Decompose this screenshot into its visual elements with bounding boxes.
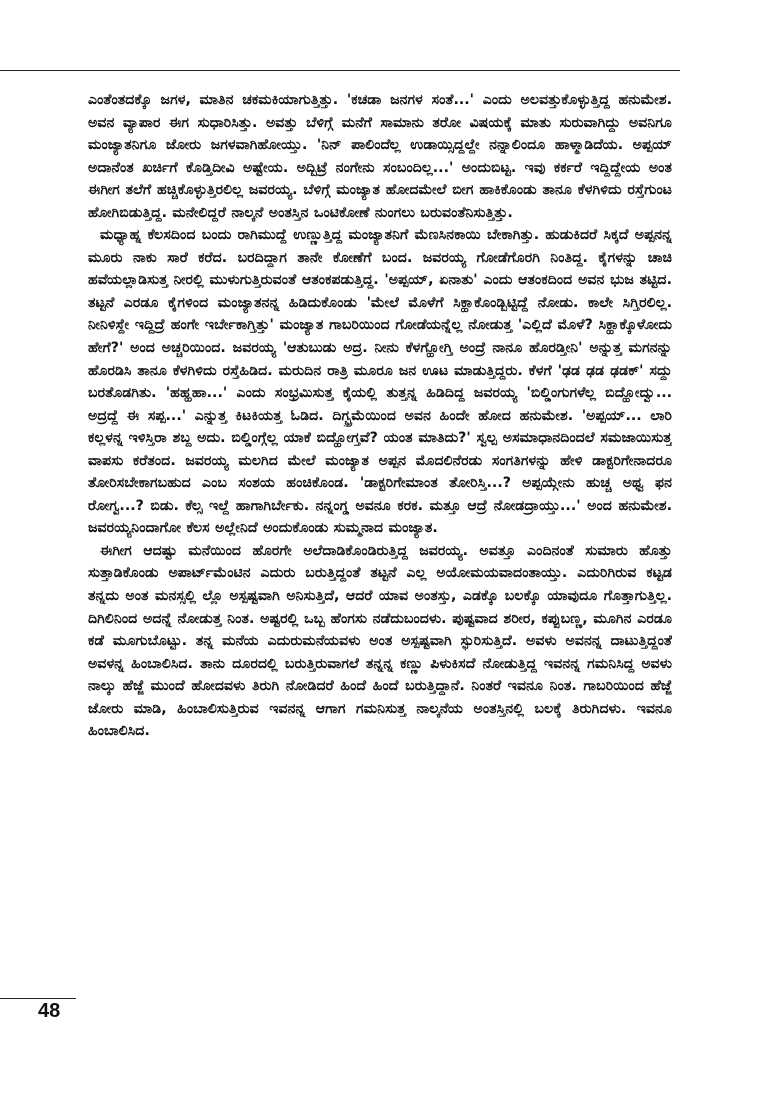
paragraph-1: ಎಂತೆಂತದಕ್ಕೊ ಜಗಳ, ಮಾತಿನ ಚಕಮಕಿಯಾಗುತ್ತಿತ್ತು. 'ಕಚಡಾ ಜನಗಳ ಸಂತೆ...' ಎಂದು ಅಲವತ್ತುಕೊಳ್ಳುತ್ತಿದ್ದ ಹನುಮೇಶ. ಅವನ ವ್ಯಾಪಾರ ಈಗ ಸುಧಾರಿಸಿತ್ತು. ಅವತ್ತು ಬೆಳಿಗ್ಗೆ ಮನೆಗೆ ಸಾಮಾನು ತರೋ ವಿಷಯಕ್ಕೆ ಮಾತು ಸುರುವಾಗಿದ್ದು ಅವನಿಗೂ ಮಂಜ್ಯಾತನಿಗೂ ಜೋರು ಜಗಳವಾಗಿಹೋಯ್ತು. 'ನಿನ್ ಪಾಲಿಂದೆಲ್ಲ ಉಡಾಯ್ಸಿದ್ದಲ್ದೇ ನನ್ನಾಲಿಂದೂ ಹಾಳ್ಮಾಡಿದೆಯ. ಅಪ್ಪಯ್ ಅದಾನೆಂತ ಖರ್ಚಿಗೆ ಕೊಡ್ತಿದೀವಿ ಅಷ್ಟೇಯ. ಅದ್ಬಿಟ್ರೆ ನಂಗೇನು ಸಂಬಂದಿಲ್ಲ...' ಅಂದುಬಿಟ್ಟ. ಇವು ಕರ್ಕರೆ ಇದ್ದಿದ್ದೇಯ ಅಂತ ಈಗೀಗ ತಲೆಗೆ ಹಚ್ಚಿಕೊಳ್ಳುತ್ತಿರಲಿಲ್ಲ ಜವರಯ್ಯ. ಬೆಳಿಗ್ಗೆ ಮಂಜ್ಯಾತ ಹೋದಮೇಲೆ ಬೀಗ ಹಾಕಿಕೊಂಡು ತಾನೂ ಕೆಳಗಿಳಿದು ರಸ್ತೆಗುಂಟ ಹೋಗಿಬಿಡುತ್ತಿದ್ದ. ಮನೇಲಿದ್ದರೆ ನಾಲ್ಕನೆ ಅಂತಸ್ತಿನ ಒಂಟಿಕೋಣೆ ನುಂಗಲು ಬರುವಂತೆನಿಸುತ್ತಿತ್ತು. [88,92,672,221]
page-body [88,89,672,1004]
header-rule [0,70,680,71]
paragraph-3: ಈಗೀಗ ಆದಷ್ಟು ಮನೆಯಿಂದ ಹೊರಗೇ ಅಲೆದಾಡಿಕೊಂಡಿರುತ್ತಿದ್ದ ಜವರಯ್ಯ. ಅವತ್ತೂ ಎಂದಿನಂತೆ ಸುಮಾರು ಹೊತ್ತು ಸುತ್ತಾಡಿಕೊಂಡು ಅಪಾರ್ಟ್‌ಮೆಂಟಿನ ಎದುರು ಬರುತ್ತಿದ್ದಂತೆ ತಟ್ಟನೆ ಎಲ್ಲ ಅಯೋಮಯವಾದಂತಾಯ್ತು. ಎದುರಿಗಿರುವ ಕಟ್ಟಡ ತನ್ನದು ಅಂತ ಮನಸ್ಸಲ್ಲಿ ಲ್ಲೊ ಅಸ್ಪಷ್ಟವಾಗಿ ಅನಿಸುತ್ತಿದೆ, ಆದರೆ ಯಾವ ಅಂತಸ್ತು, ಎಡಕ್ಕೊ ಬಲಕ್ಕೊ ಯಾವುದೂ ಗೊತ್ತಾಗುತ್ತಿಲ್ಲ. ದಿಗಿಲಿನಿಂದ ಅದನ್ನೆ ನೋಡುತ್ತ ನಿಂತ. ಅಷ್ಟರಲ್ಲಿ ಒಬ್ಬ ಹೆಂಗಸು ನಡೆದುಬಂದಳು. ಪುಷ್ಟವಾದ ಶರೀರ, ಕಪ್ಪುಬಣ್ಣ, ಮೂಗಿನ ಎರಡೂ ಕಡೆ ಮೂಗುಬೊಟ್ಟು. ತನ್ನ ಮನೆಯ ಎದುರುಮನೆಯವಳು ಅಂತ ಅಸ್ಪಷ್ಟವಾಗಿ ಸ್ಫುರಿಸುತ್ತಿದೆ. ಅವಳು ಅವನನ್ನ ದಾಟುತ್ತಿದ್ದಂತೆ ಅವಳನ್ನ ಹಿಂಬಾಲಿಸಿದ. ತಾನು ದೂರದಲ್ಲಿ ಬರುತ್ತಿರುವಾಗಲೆ ತನ್ನನ್ನ ಕಣ್ಣು ಪಿಳುಕಿಸದೆ ನೋಡುತ್ತಿದ್ದ ಇವನನ್ನ ಗಮನಿಸಿದ್ದ ಅವಳು ನಾಲ್ಕು ಹೆಜ್ಜೆ ಮುಂದೆ ಹೋದವಳು ತಿರುಗಿ ನೋಡಿದರೆ ಹಿಂದೆ ಹಿಂದೆ ಬರುತ್ತಿದ್ದಾನೆ. ನಿಂತರೆ ಇವನೂ ನಿಂತ. ಗಾಬರಿಯಿಂದ ಹೆಜ್ಜೆ ಜೋರು ಮಾಡಿ, ಹಿಂಬಾಲಿಸುತ್ತಿರುವ ಇವನನ್ನ ಆಗಾಗ ಗಮನಿಸುತ್ತ ನಾಲ್ಕನೆಯ ಅಂತಸ್ತಿನಲ್ಲಿ ಬಲಕ್ಕೆ ತಿರುಗಿದಳು. ಇವನೂ ಹಿಂಬಾಲಿಸಿದ. [88,542,672,740]
page-number: 48 [38,1000,61,1022]
paragraph-2: ಮಧ್ಯಾಹ್ನ ಕೆಲಸದಿಂದ ಬಂದು ರಾಗಿಮುದ್ದೆ ಉಣ್ಣುತ್ತಿದ್ದ ಮಂಜ್ಯಾತನಿಗೆ ಮೆಣಸಿನಕಾಯಿ ಬೇಕಾಗಿತ್ತು. ಹುಡುಕಿದರೆ ಸಿಕ್ಕದೆ ಅಪ್ಪನನ್ನ ಮೂರು ನಾಕು ಸಾರೆ ಕರೆದ. ಬರದಿದ್ದಾಗ ತಾನೇ ಕೋಣೆಗೆ ಬಂದ. ಜವರಯ್ಯ ಗೋಡೆಗೊರಗಿ ನಿಂತಿದ್ದ. ಕೈಗಳನ್ನು ಚಾಚಿ ಹವೆಯಲ್ಲಾಡಿಸುತ್ತ ನೀರಲ್ಲಿ ಮುಳುಗುತ್ತಿರುವಂತೆ ಆತಂಕಪಡುತ್ತಿದ್ದ. 'ಅಪ್ಪಯ್, ಏನಾತು' ಎಂದು ಆತಂಕದಿಂದ ಅವನ ಭುಜ ತಟ್ಟಿದ. ತಟ್ಟನೆ ಎರಡೂ ಕೈಗಳಿಂದ ಮಂಜ್ಯಾತನನ್ನ ಹಿಡಿದುಕೊಂಡು 'ಮೇಲೆ ಮೊಳೆಗೆ ಸಿಕ್ಹಾಕೊಂಡ್ಬಿಟ್ಟಿದ್ದೆ ನೋಡು. ಕಾಲೇ ಸಿಗ್ತಿರಲಿಲ್ಲ. ನೀನಿಳಿಸ್ದೇ ಇದ್ದಿದ್ರೆ ಹಂಗೇ ಇರ್ಬೇಕಾಗ್ತಿತ್ತು' ಮಂಜ್ಯಾತ ಗಾಬರಿಯಿಂದ ಗೋಡೆಯನ್ನೆಲ್ಲ ನೋಡುತ್ತ 'ಎಲ್ಲಿದೆ ಮೊಳೆ? ಸಿಕ್ಹಾಕ್ಕೊಳೋದು ಹೇಗೆ?' ಅಂದ ಅಚ್ಚರಿಯಿಂದ. ಜವರಯ್ಯ 'ಆತುಬುಡು ಅದ್ರ. ನೀನು ಕೆಳಗ್ಹೋಗ್ತಿ ಅಂದ್ರೆ ನಾನೂ ಹೊರಡ್ತೀನಿ' ಅನ್ನುತ್ತ ಮಗನನ್ನು ಹೊರಡಿಸಿ ತಾನೂ ಕೆಳಗಿಳಿದು ರಸ್ತೆಹಿಡಿದ. ಮರುದಿನ ರಾತ್ರಿ ಮೂರೂ ಜನ ಊಟ ಮಾಡುತ್ತಿದ್ದರು. ಕೆಳಗೆ 'ಢಡ ಢಡ ಢಡಕ್' ಸದ್ದು ಬರತೊಡಗಿತು. 'ಹಹ್ಹಹಾ...' ಎಂದು ಸಂಭ್ರಮಿಸುತ್ತ ಕೈಯಲ್ಲಿ ತುತ್ತನ್ನ ಹಿಡಿದಿದ್ದ ಜವರಯ್ಯ 'ಬಿಲ್ಡಿಂಗುಗಳೆಲ್ಲ ಬಿದ್ಹೋದ್ವು... ಅದ್ರದ್ದೆ ಈ ಸಪ್ಪ...' ಎನ್ನುತ್ತ ಕಿಟಕಿಯತ್ತ ಓಡಿದ. ದಿಗ್ಭ್ರಮೆಯಿಂದ ಅವನ ಹಿಂದೇ ಹೋದ ಹನುಮೇಶ. 'ಅಪ್ಪಯ್... ಲಾರಿ ಕಲ್ಲಳನ್ನ ಇಳಿಸ್ತಿರಾ ಶಬ್ದ ಅದು. ಬಿಲ್ಡಿಂಗ್ಗೆಲ್ಲ ಯಾಕೆ ಬಿದ್ಹೋಗ್ತವೆ? ಯಂತ ಮಾತಿದು?' ಸ್ವಲ್ಪ ಅಸಮಾಧಾನದಿಂದಲೆ ಸಮಜಾಯಿಸುತ್ತ ವಾಪಸು ಕರೆತಂದ. ಜವರಯ್ಯ ಮಲಗಿದ ಮೇಲೆ ಮಂಜ್ಯಾತ ಅಪ್ಪನ ಮೊದಲಿನೆರಡು ಸಂಗತಿಗಳನ್ನು ಹೇಳಿ ಡಾಕ್ಟರಿಗೇನಾದರೂ ತೋರಿಸಬೇಕಾಗಬಹುದ ಎಂಬ ಸಂಶಯ ಹಂಚಿಕೊಂಡ. 'ಡಾಕ್ಟರಿಗೇಮಾಂತ ತೋರಿಸ್ತಿ...? ಅಪ್ಪಯ್ಗೇನು ಹುಚ್ಚ ಅಥ್ವ ಫನ ರೋಗ್ವ...? ಬಿಡು. ಕೆಲ್ಸ ಇಲ್ದೆ ಹಾಗಾಗಿರ್ಬೇಕು. ನನ್ನಂಗ್ಡ ಅವನೂ ಕರಕ. ಮತ್ತೂ ಆದ್ರೆ ನೋಡದ್ರಾಯ್ತು...' ಅಂದ ಹನುಮೇಶ. ಜವರಯ್ಯನಿಂದಾಗೋ ಕೆಲಸ ಅಲ್ಲೇನಿದೆ ಅಂದುಕೊಂಡು ಸುಮ್ಮನಾದ ಮಂಜ್ಯಾತ. [88,227,672,537]
footer-rule [0,998,76,999]
